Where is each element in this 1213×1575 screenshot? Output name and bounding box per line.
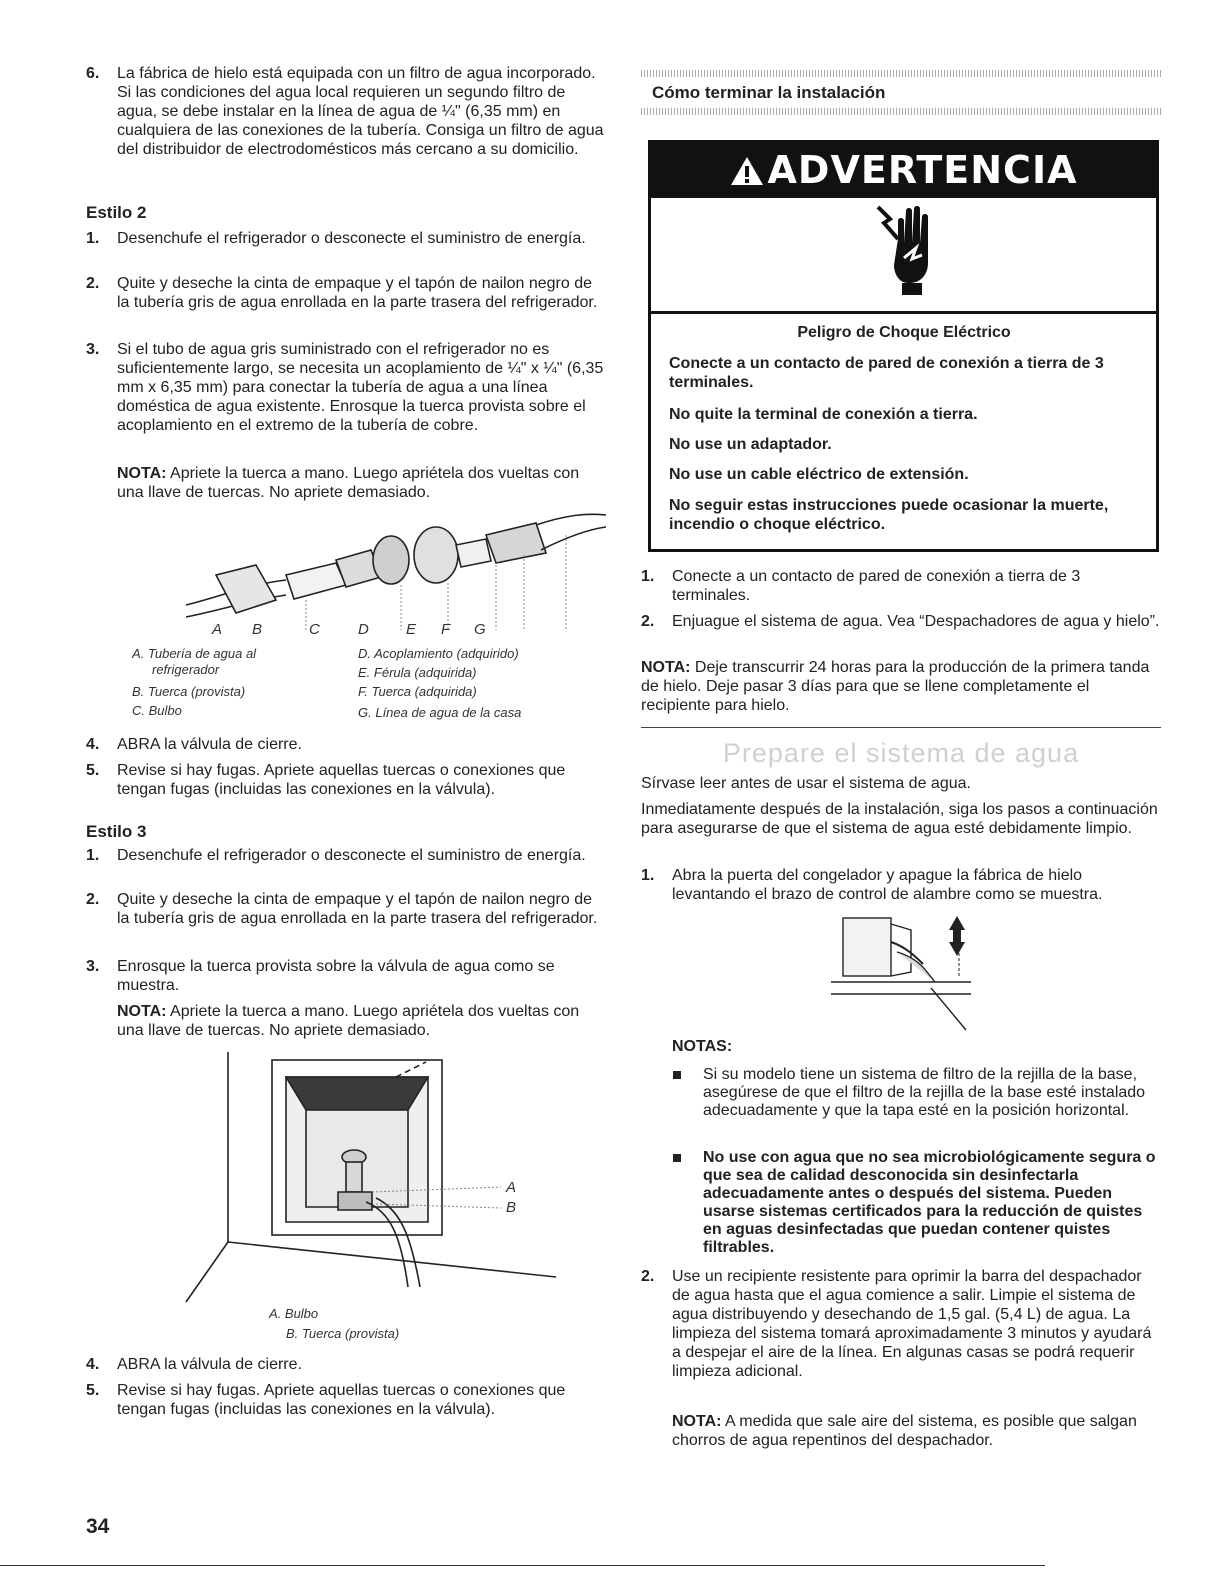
item-text: Use un recipiente resistente para oprimir la barra del despachador de agua hasta que el agua comience a salir. Limpie el sistema de agua distribuyendo y desechando de 1,5 gal. (5,4 L) de agua. La limpieza del sistema tomará aproximadamente 3 minutos y ayudará a despejar el aire de la línea. En algunas casas se podrá requerir limpieza adicional.	[672, 1268, 1152, 1380]
ice-maker-diagram	[831, 912, 981, 1032]
item-text: ABRA la válvula de cierre.	[117, 736, 302, 753]
note-text: Apriete la tuerca a mano. Luego apriételа dos vueltas con una llave de tuercas. No apriete demasiado.	[117, 1003, 580, 1039]
note-label: NOTA:	[672, 1413, 722, 1430]
list-item	[86, 64, 604, 159]
list-item	[641, 567, 1161, 605]
warning-title: ADVERTENCIA	[767, 148, 1078, 192]
list-item	[641, 612, 1161, 631]
item-number: 1.	[641, 568, 655, 585]
item-text: Quite y deseche la cinta de empaque y el tapón de nailon negro de la tubería gris de agua enrollada en la parte trasera del refrigerador.	[117, 275, 598, 311]
list-item	[86, 274, 604, 312]
list-item	[86, 340, 604, 435]
divider-hatch	[641, 108, 1161, 115]
item-text: Enrosque la tuerca provista sobre la válvula de agua como se muestra.	[117, 958, 555, 994]
item-number: 2.	[86, 891, 100, 908]
caption-a: A. Tubería de agua al	[132, 646, 257, 661]
notas-heading: NOTAS:	[672, 1038, 733, 1055]
item-text: Si el tubo de agua gris suministrado con el refrigerador no es suficientemente largo, se necesita un acoplamiento de ¼" x ¼" (6,35 mm x 6,35 mm) para conectar la tubería de agua a una línea doméstica de agua existente. Enrosque la tuerca provista sobre el acoplamiento en el extremo de la tubería de cobre.	[117, 341, 604, 434]
hazard-title: Peligro de Choque Eléctrico	[797, 324, 1011, 341]
notas-item: No use con agua que no sea microbiológicamente segura o que sea de calidad desconocida sin desinfectarla adecuadamente antes o después del sistema. Pueden usarse sistemas certificados para la reducción de quistes en aguas desinfectadas que puedan contener quistes filtrables.	[703, 1149, 1156, 1256]
item-number: 1.	[86, 847, 100, 864]
figure-label-b: B	[506, 1199, 517, 1216]
figure-label-c: C	[309, 621, 320, 638]
list-item	[86, 735, 604, 754]
note-label: NOTA:	[641, 659, 691, 676]
warning-divider	[651, 311, 1156, 314]
page-number: 34	[86, 1515, 110, 1538]
item-number: 3.	[86, 958, 100, 975]
list-item	[86, 761, 604, 799]
warning-line: No seguir estas instrucciones puede ocasionar la muerte, incendio o choque eléctrico.	[669, 497, 1109, 533]
list-item	[86, 1355, 604, 1374]
item-number: 5.	[86, 762, 100, 779]
section-divider	[641, 727, 1161, 728]
divider-hatch	[641, 70, 1161, 77]
item-text: Quite y deseche la cinta de empaque y el tapón de nailon negro de la tubería gris de agua enrollada en la parte trasera del refrigerador.	[117, 891, 598, 927]
notas-item: Si su modelo tiene un sistema de filtro de la rejilla de la base, asegúrese de que el filtro de la rejilla de la base esté instalado adecuadamente y que la tapa esté en la posición horizontal.	[703, 1066, 1146, 1119]
item-text: Revise si hay fugas. Apriete aquellas tuercas o conexiones que tengan fugas (incluidas las conexiones en la válvula).	[117, 1382, 566, 1418]
figure-label-d: D	[358, 621, 369, 638]
prepare-note	[672, 1412, 1161, 1450]
finish-heading: Cómo terminar la instalación	[652, 83, 886, 102]
note-label: NOTA:	[117, 1003, 167, 1020]
warning-triangle-icon	[730, 156, 764, 186]
warning-header	[651, 143, 1156, 198]
note-text: A medida que sale aire del sistema, es posible que salgan chorros de agua repentinos del despachador.	[672, 1413, 1137, 1449]
estilo3-note	[117, 1002, 604, 1040]
warning-line: No quite la terminal de conexión a tierra.	[669, 406, 978, 423]
warning-line: No use un adaptador.	[669, 436, 832, 453]
caption-a: A. Bulbo	[269, 1306, 319, 1321]
electric-shock-icon	[876, 203, 940, 298]
caption-d: D. Acoplamiento (adquirido)	[358, 646, 519, 661]
note-label: NOTA:	[117, 465, 167, 482]
warning-line: Conecte a un contacto de pared de conexión a tierra de 3 terminales.	[669, 355, 1104, 391]
list-item	[86, 957, 604, 995]
item-number: 4.	[86, 736, 100, 753]
list-item	[86, 1381, 604, 1419]
estilo2-heading: Estilo 2	[86, 203, 147, 222]
caption-b: B. Tuerca (provista)	[132, 684, 246, 699]
caption-a2: refrigerador	[152, 662, 220, 677]
item-text: La fábrica de hielo está equipada con un filtro de agua incorporado. Si las condiciones del agua local requieren un segundo filtro de agua, se debe instalar en la línea de agua de ¼" (6,35 mm) en cualquiera de las conexiones de la tubería. Consiga un filtro de agua del distribuidor de electrodomésticos más cercano a su domicilio.	[117, 65, 604, 158]
warning-line: No use un cable eléctrico de extensión.	[669, 466, 969, 483]
caption-f: F. Tuerca (adquirida)	[358, 684, 477, 699]
prepare-intro-2: Inmediatamente después de la instalación, siga los pasos a continuación para asegurarse de que el sistema de agua esté debidamente limpio.	[641, 801, 1158, 837]
estilo3-heading: Estilo 3	[86, 822, 147, 841]
note-text: Apriete la tuerca a mano. Luego apriételа dos vueltas con una llave de tuercas. No apriete demasiado.	[117, 465, 580, 501]
figure-label-g: G	[474, 621, 486, 638]
item-number: 1.	[86, 230, 100, 247]
item-text: Enjuague el sistema de agua. Vea “Despachadores de agua y hielo”.	[672, 613, 1160, 630]
prepare-intro-1: Sírvase leer antes de usar el sistema de agua.	[641, 775, 971, 792]
fitting-diagram	[186, 505, 606, 635]
bullet-icon	[673, 1071, 681, 1079]
figure-label-a: A	[506, 1179, 517, 1196]
estilo2-note	[117, 464, 604, 502]
caption-e: E. Férula (adquirida)	[358, 665, 477, 680]
item-text: Conecte a un contacto de pared de conexión a tierra de 3 terminales.	[672, 568, 1081, 604]
figure-label-a: A	[212, 621, 223, 638]
item-text: Desenchufe el refrigerador o desconecte el suministro de energía.	[117, 230, 586, 247]
bullet-icon	[673, 1154, 681, 1162]
prepare-title: Prepare el sistema de agua	[722, 738, 1080, 768]
item-number: 4.	[86, 1356, 100, 1373]
item-number: 3.	[86, 341, 100, 358]
list-item	[641, 1267, 1161, 1381]
figure-label-e: E	[406, 621, 417, 638]
item-text: ABRA la válvula de cierre.	[117, 1356, 302, 1373]
caption-g: G. Línea de agua de la casa	[358, 705, 522, 720]
figure-label-b: B	[252, 621, 263, 638]
figure-label-f: F	[441, 621, 451, 638]
caption-b: B. Tuerca (provista)	[286, 1326, 400, 1341]
item-number: 2.	[86, 275, 100, 292]
note-text: Deje transcurrir 24 horas para la producción de la primera tanda de hielo. Deje pasar 3 días para que se llene completamente el recipiente para hielo.	[641, 659, 1150, 714]
page-bottom-rule	[0, 1565, 1045, 1566]
list-item	[641, 866, 1161, 904]
finish-note	[641, 658, 1161, 715]
list-item	[86, 846, 604, 865]
item-number: 5.	[86, 1382, 100, 1399]
item-number: 6.	[86, 65, 100, 82]
item-number: 1.	[641, 867, 655, 884]
item-number: 2.	[641, 613, 655, 630]
item-text: Revise si hay fugas. Apriete aquellas tuercas o conexiones que tengan fugas (incluidas las conexiones en la válvula).	[117, 762, 566, 798]
caption-c: C. Bulbo	[132, 703, 182, 718]
list-item	[86, 890, 604, 928]
item-text: Abra la puerta del congelador y apague la fábrica de hielo levantando el brazo de control de alambre como se muestra.	[672, 867, 1103, 903]
item-number: 2.	[641, 1268, 655, 1285]
list-item	[86, 229, 604, 248]
warning-box	[648, 140, 1159, 552]
item-text: Desenchufe el refrigerador o desconecte el suministro de energía.	[117, 847, 586, 864]
